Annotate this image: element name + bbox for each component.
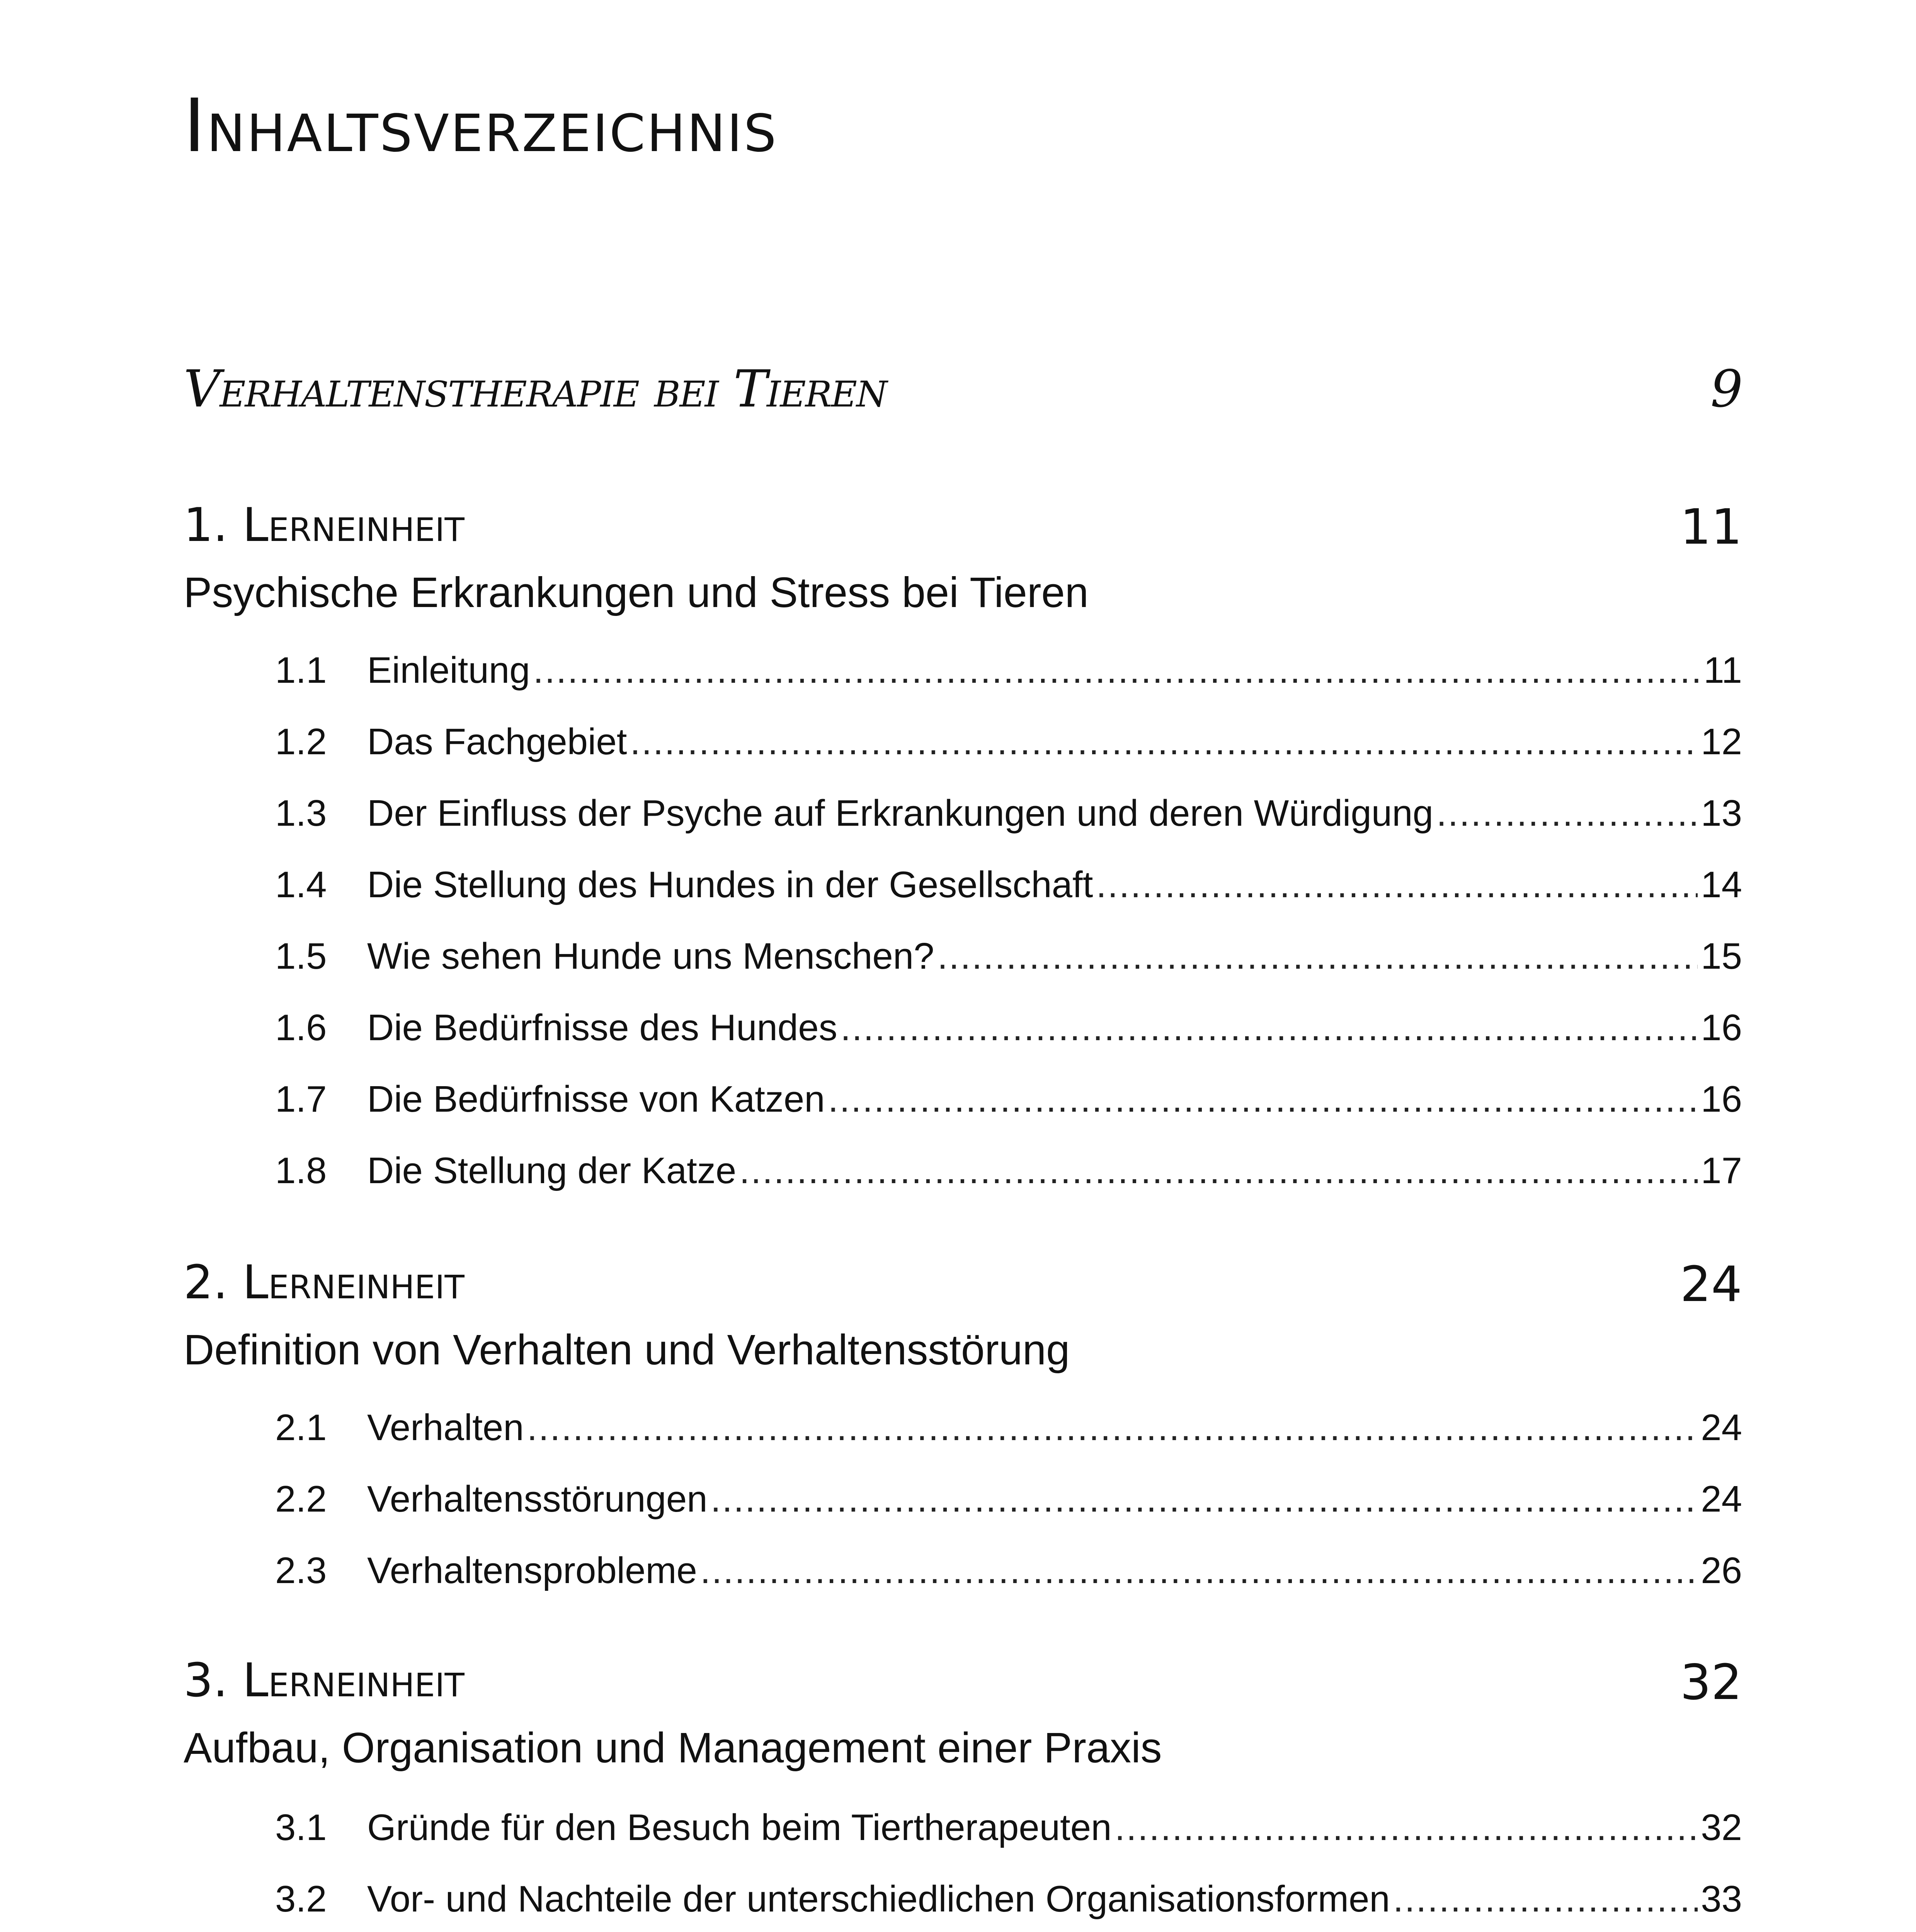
entry-title: Verhaltensstörungen [367,1478,708,1520]
unit-title: 1. Lerneinheit [184,498,465,552]
toc-entry[interactable] [275,1007,1742,1053]
entry-number: 1.2 [275,721,327,762]
toc-entry[interactable] [275,1406,1742,1453]
leader-dots [739,1150,1698,1192]
entry-page: 11 [1703,650,1742,691]
entry-number: 1.3 [275,793,327,834]
toc-entry[interactable] [275,1549,1742,1596]
toc-entry[interactable] [275,1478,1742,1524]
entry-title: Der Einfluss der Psyche auf Erkrankungen und deren Würdigung [367,793,1433,834]
entry-page: 14 [1701,864,1742,905]
toc-entry[interactable] [275,1878,1742,1924]
entry-number: 1.8 [275,1150,327,1191]
entry-page: 24 [1701,1478,1742,1520]
unit-page: 24 [1680,1256,1742,1313]
entry-page: 26 [1701,1550,1742,1591]
toc-intro[interactable] [184,359,1742,417]
intro-title: Verhaltenstherapie bei Tieren [184,359,887,419]
unit-subtitle: Aufbau, Organisation und Management einer Praxis [184,1724,1162,1772]
leader-dots [527,1406,1698,1449]
entry-title: Wie sehen Hunde uns Menschen? [367,935,934,977]
unit-heading[interactable] [184,1654,1742,1712]
leader-dots [1436,792,1698,835]
entry-title: Die Bedürfnisse des Hundes [367,1007,837,1048]
leader-dots [630,721,1698,763]
unit-heading[interactable] [184,1256,1742,1314]
entry-number: 3.1 [275,1807,327,1848]
toc-entry[interactable] [275,721,1742,767]
entry-page: 32 [1701,1807,1742,1848]
entry-number: 1.6 [275,1007,327,1048]
entry-number: 2.1 [275,1407,327,1448]
entry-title: Die Stellung des Hundes in der Gesellschaft [367,864,1093,905]
entry-page: 33 [1701,1878,1742,1920]
unit-page: 11 [1680,498,1742,555]
unit-title: 2. Lerneinheit [184,1256,465,1310]
toc-entry[interactable] [275,649,1742,696]
toc-entry[interactable] [275,864,1742,910]
unit-page: 32 [1680,1654,1742,1711]
entry-page: 24 [1701,1407,1742,1448]
entry-number: 2.2 [275,1478,327,1520]
unit-subtitle: Psychische Erkrankungen und Stress bei Tieren [184,569,1089,616]
unit-heading[interactable] [184,498,1742,556]
entry-number: 1.7 [275,1078,327,1120]
entry-page: 16 [1701,1078,1742,1120]
entry-page: 13 [1701,793,1742,834]
entry-title: Verhalten [367,1407,524,1448]
entry-title: Gründe für den Besuch beim Tiertherapeuten [367,1807,1112,1848]
entry-page: 17 [1701,1150,1742,1191]
intro-page: 9 [1710,359,1742,419]
leader-dots [1096,864,1698,906]
entry-number: 1.5 [275,935,327,977]
toc-entry[interactable] [275,1078,1742,1124]
entry-page: 12 [1701,721,1742,762]
leader-dots [938,935,1698,978]
page-title: Inhaltsverzeichnis [184,83,778,168]
toc-entry[interactable] [275,792,1742,838]
entry-title: Verhaltensprobleme [367,1550,697,1591]
toc-entry[interactable] [275,1150,1742,1196]
entry-title: Die Bedürfnisse von Katzen [367,1078,825,1120]
entry-number: 2.3 [275,1550,327,1591]
leader-dots [711,1478,1698,1520]
entry-number: 1.4 [275,864,327,905]
leader-dots [841,1007,1698,1049]
leader-dots [828,1078,1698,1121]
entry-page: 16 [1701,1007,1742,1048]
leader-dots [533,649,1701,692]
unit-subtitle: Definition von Verhalten und Verhaltensstörung [184,1326,1070,1374]
leader-dots [1393,1878,1698,1920]
entry-page: 15 [1701,935,1742,977]
toc-entry[interactable] [275,1806,1742,1853]
leader-dots [1115,1806,1698,1849]
entry-title: Die Stellung der Katze [367,1150,737,1191]
entry-title: Vor- und Nachteile der unterschiedlichen Organisationsformen [367,1878,1390,1920]
unit-title: 3. Lerneinheit [184,1654,465,1708]
entry-number: 3.2 [275,1878,327,1920]
entry-title: Einleitung [367,650,530,691]
entry-title: Das Fachgebiet [367,721,627,762]
leader-dots [700,1549,1698,1592]
entry-number: 1.1 [275,650,327,691]
toc-entry[interactable] [275,935,1742,981]
